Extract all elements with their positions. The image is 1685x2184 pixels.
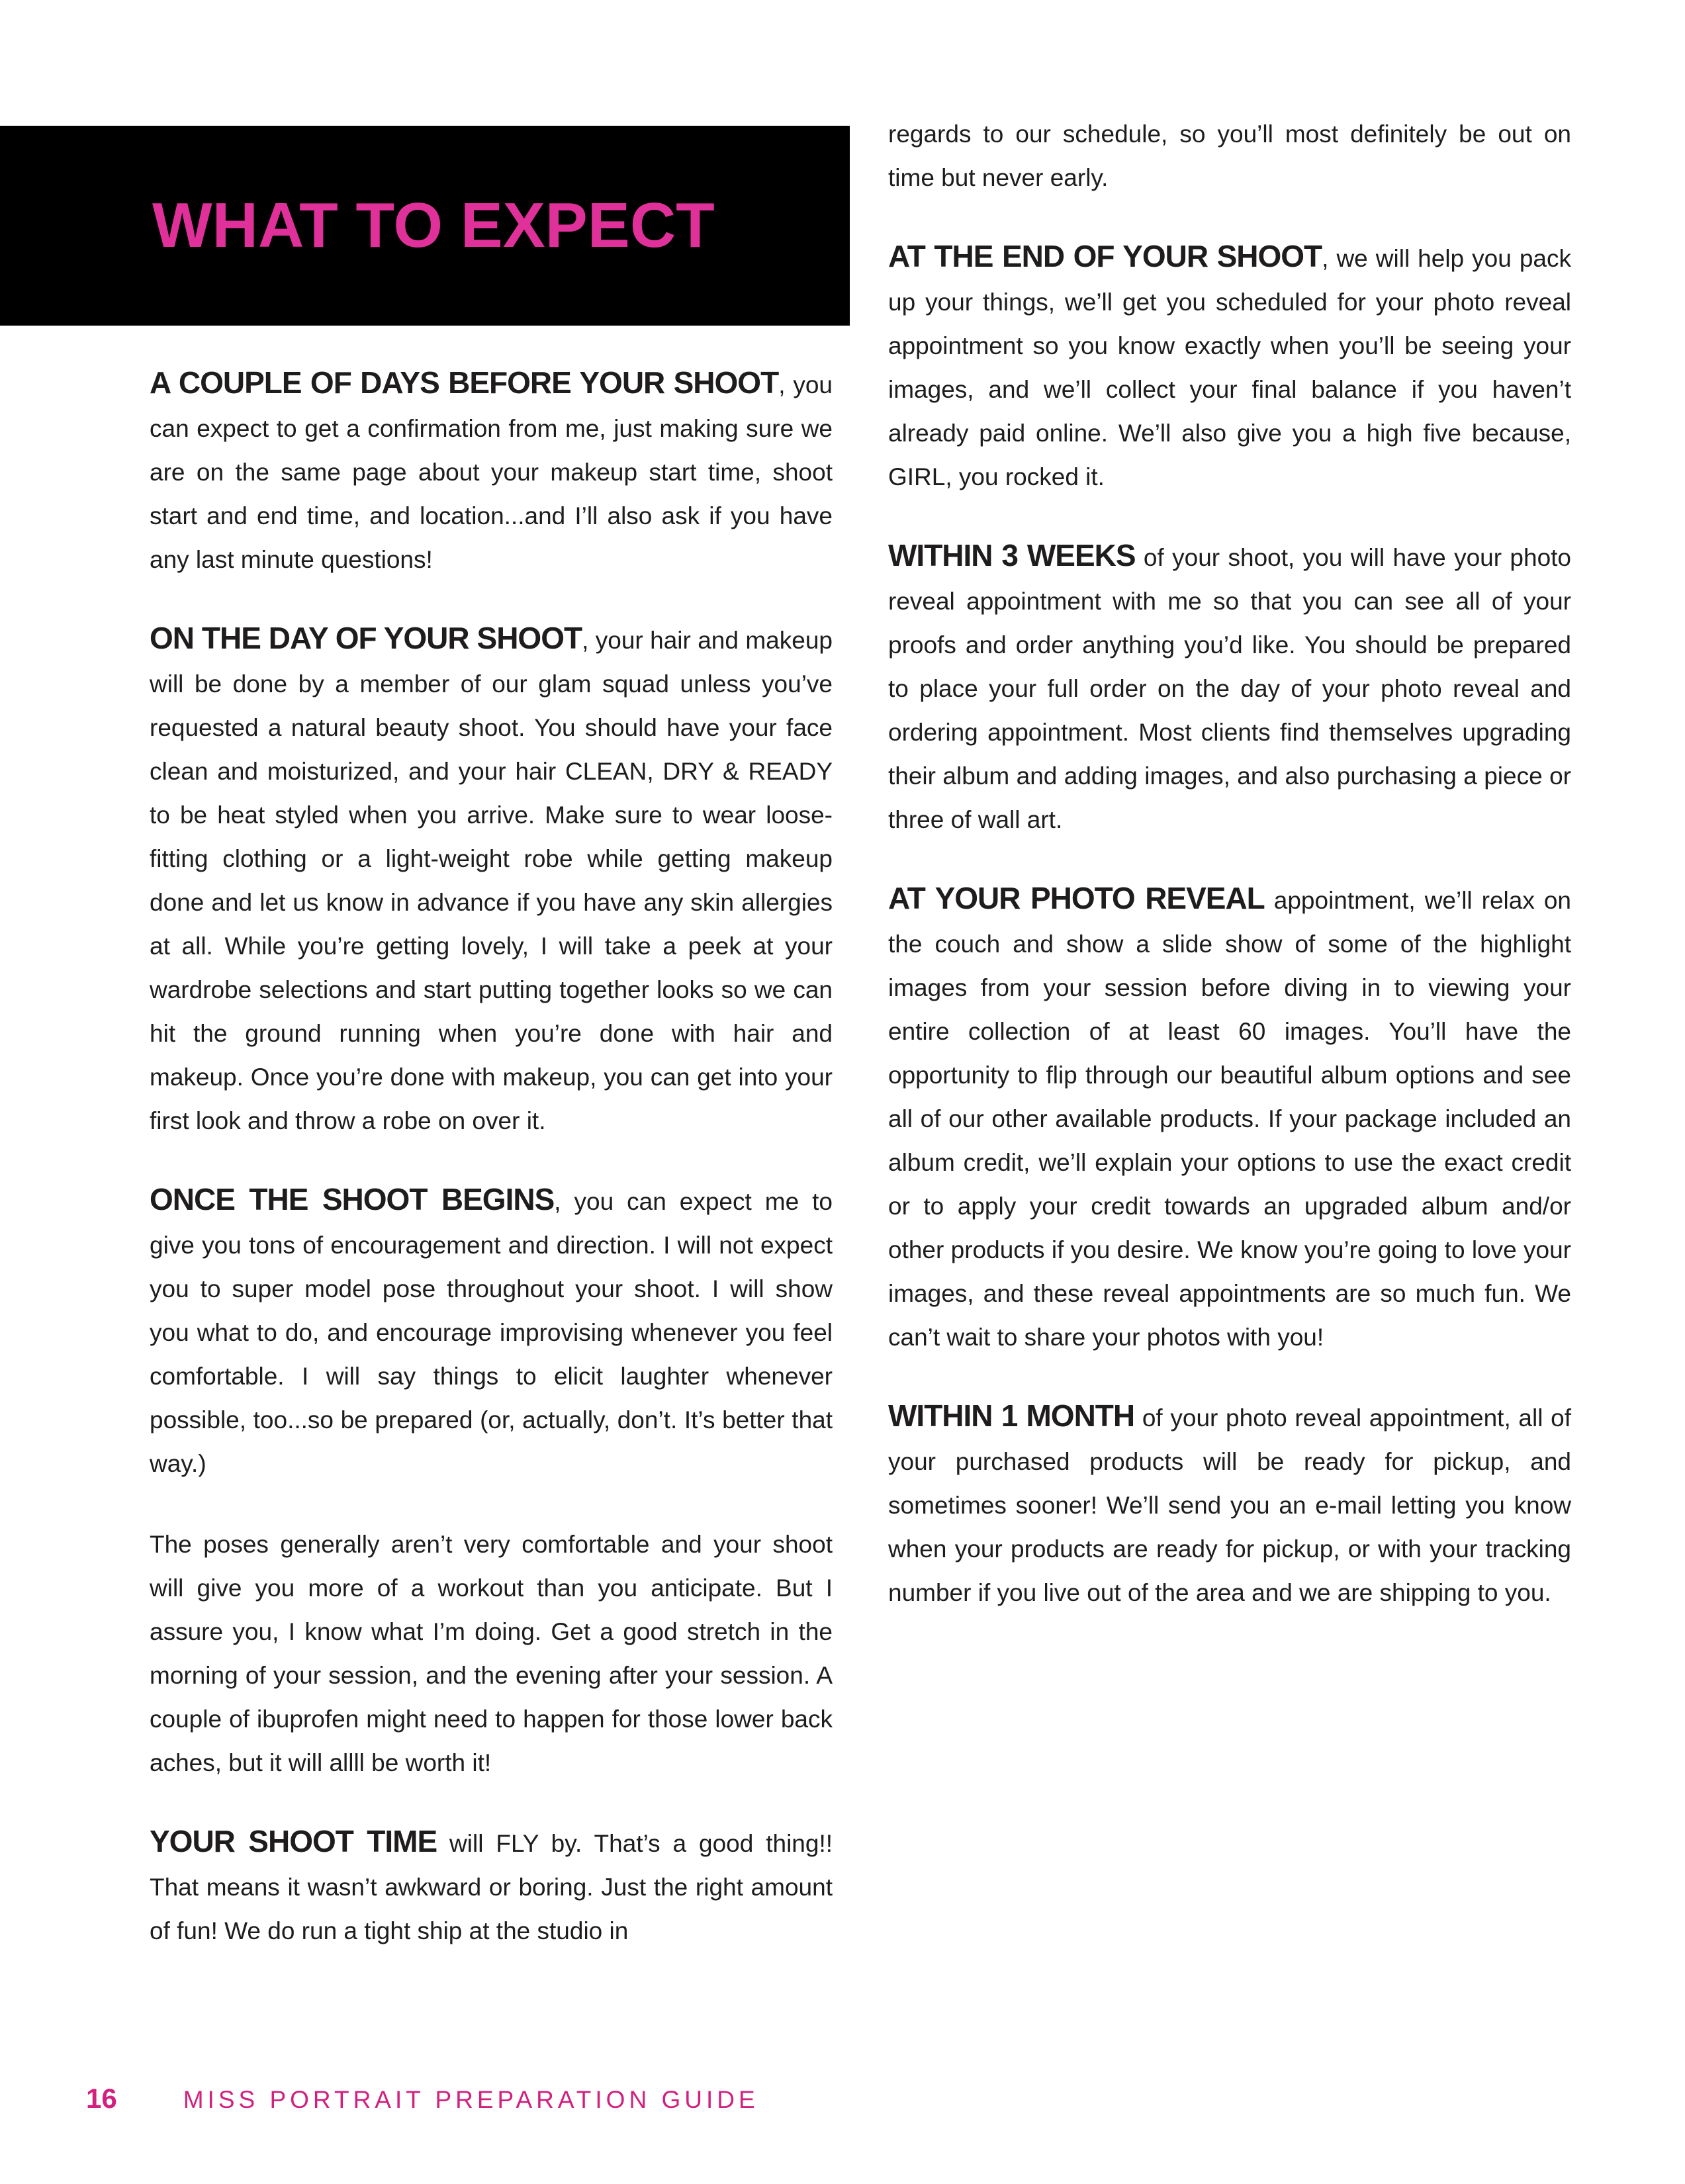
page-title: WHAT TO EXPECT [152,190,715,261]
paragraph-lead: AT THE END OF YOUR SHOOT [888,239,1322,273]
paragraph-body: appointment, we’ll relax on the couch and show a slide show of some of the highlight images from your session before diving in to viewing your entire collection of at least 60 images. You’ll have the opportunity to flip through our beautiful album options and see all of our other available products. If your package included an album credit, we’ll explain your options to use the exact credit or to apply your credit towards an upgraded album and/or other products if you desire. We know you’re going to love your images, and these reveal appointments are so much fun. We can’t wait to share your photos with you! [888,887,1571,1351]
paragraph [888,533,1571,842]
paragraph [150,361,833,582]
paragraph-body: regards to our schedule, so you’ll most definitely be out on time but never early. [888,120,1571,191]
section-header-band [0,126,850,326]
paragraph [150,1819,833,1953]
footer-guide-label: MISS PORTRAIT PREPARATION GUIDE [183,2086,759,2113]
paragraph-lead: A COUPLE OF DAYS BEFORE YOUR SHOOT [150,365,779,400]
paragraph-body: , your hair and makeup will be done by a member of our glam squad unless you’ve requested a natural beauty shoot. You should have your face clean and moisturized, and your hair CLEAN, DRY & READY to be heat styled when you arrive. Make sure to wear loose-fitting clothing or a light-weight robe while getting makeup done and let us know in advance if you have any skin allergies at all. While you’re getting lovely, I will take a peek at your wardrobe selections and start putting together looks so we can hit the ground running when you’re done with hair and makeup. Once you’re done with makeup, you can get into your first look and throw a robe on over it. [150,627,833,1134]
paragraph [888,876,1571,1359]
paragraph-body: will FLY by. That’s a good thing!! That means it wasn’t awkward or boring. Just the right amount of fun! We do run a tight ship at the studio in [150,1830,833,1944]
right-text-column [888,110,1571,1615]
paragraph [150,1177,833,1486]
paragraph-body: of your shoot, you will have your photo reveal appointment with me so that you can see all of your proofs and order anything you’d like. You should be prepared to place your full order on the day of your photo reveal and ordering appointment. Most clients find themselves upgrading their album and adding images, and also purchasing a piece or three of wall art. [888,544,1572,833]
paragraph-body: , you can expect to get a confirmation from me, just making sure we are on the same page about your makeup start time, shoot start and end time, and location...and I’ll also ask if you have any last minute questions! [150,371,833,573]
paragraph [888,234,1571,499]
paragraph [150,1520,833,1785]
paragraph-body: of your photo reveal appointment, all of your purchased products will be ready for pickup, and sometimes sooner! We’ll send you an e-mail letting you know when your products are ready for pickup, or with your tracking number if you live out of the area and we are shipping to you. [888,1404,1572,1606]
paragraph [150,616,833,1143]
paragraph-lead: WITHIN 1 MONTH [888,1398,1135,1433]
paragraph [888,110,1571,200]
page-footer [86,2083,759,2115]
paragraph [888,1394,1571,1615]
paragraph-body: , we will help you pack up your things, we’ll get you scheduled for your photo reveal appointment so you know exactly when you’ll be seeing your images, and we’ll collect your final balance if you haven’t already paid online. We’ll also give you a high five because, GIRL, you rocked it. [888,245,1571,490]
left-text-column [150,361,833,1953]
paragraph-lead: YOUR SHOOT TIME [150,1824,437,1858]
paragraph-lead: AT YOUR PHOTO REVEAL [888,881,1265,915]
paragraph-body: , you can expect me to give you tons of encouragement and direction. I will not expect you to super model pose throughout your shoot. I will show you what to do, and encourage improvising whenever you feel comfortable. I will say things to elicit laughter whenever possible, too...so be prepared (or, actually, don’t. It’s better that way.) [150,1188,833,1477]
paragraph-body: The poses generally aren’t very comfortable and your shoot will give you more of a workout than you anticipate. But I assure you, I know what I’m doing. Get a good stretch in the morning of your session, and the evening after your session. A couple of ibuprofen might need to happen for those lower back aches, but it will allll be worth it! [150,1531,833,1776]
paragraph-lead: WITHIN 3 WEEKS [888,538,1136,572]
page-number: 16 [86,2083,117,2114]
paragraph-lead: ON THE DAY OF YOUR SHOOT [150,621,582,655]
paragraph-lead: ONCE THE SHOOT BEGINS [150,1182,555,1216]
